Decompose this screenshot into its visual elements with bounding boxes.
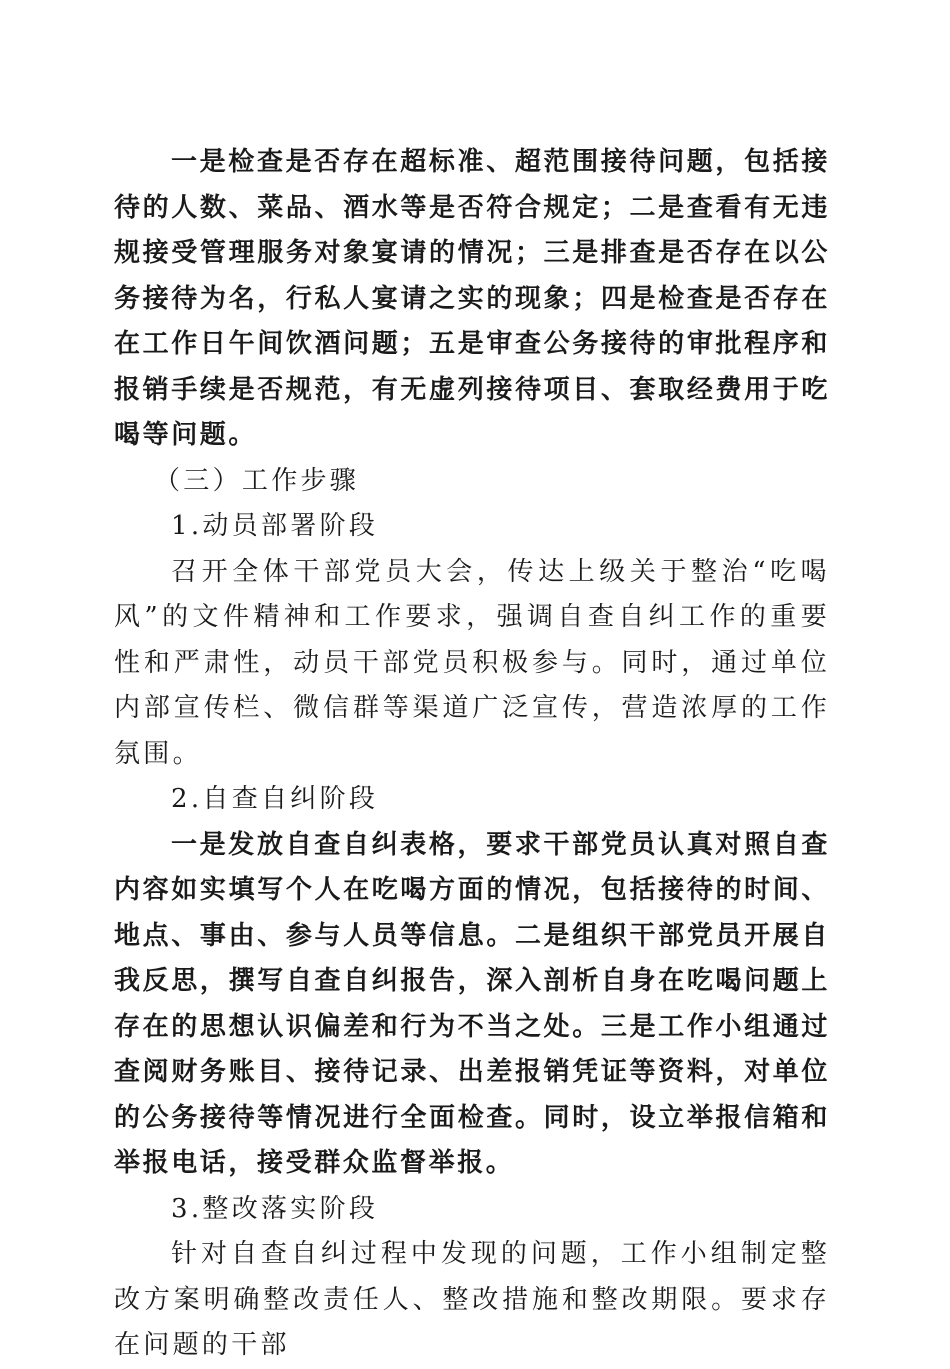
document-body xyxy=(114,140,830,1369)
paragraph-mobilization: 召开全体干部党员大会，传达上级关于整治“吃喝风”的文件精神和工作要求，强调自查自纠工作的重要性和严肃性，动员干部党员积极参与。同时，通过单位内部宣传栏、微信群等渠道广泛宣传，营造浓厚的工作氛围。 xyxy=(114,556,830,769)
paragraph-inspection-items: 一是检查是否存在超标准、超范围接待问题，包括接待的人数、菜品、酒水等是否符合规定；二是查看有无违规接受管理服务对象宴请的情况；三是排查是否存在以公务接待为名，行私人宴请之实的现象；四是检查是否存在在工作日午间饮酒问题；五是审查公务接待的审批程序和报销手续是否规范，有无虚列接待项目、套取经费用于吃喝等问题。 xyxy=(114,147,830,450)
paragraph-self-inspection: 一是发放自查自纠表格，要求干部党员认真对照自查内容如实填写个人在吃喝方面的情况，包括接待的时间、地点、事由、参与人员等信息。二是组织干部党员开展自我反思，撰写自查自纠报告，深入剖析自身在吃喝问题上存在的思想认识偏差和行为不当之处。三是工作小组通过查阅财务账目、接待记录、出差报销凭证等资料，对单位的公务接待等情况进行全面检查。同时，设立举报信箱和举报电话，接受群众监督举报。 xyxy=(114,829,830,1178)
subheading-rectification-stage: 3.整改落实阶段 xyxy=(171,1193,379,1224)
subheading-self-inspection-stage: 2.自查自纠阶段 xyxy=(171,784,379,814)
subheading-mobilization-stage: 1.动员部署阶段 xyxy=(171,511,379,541)
paragraph-rectification: 针对自查自纠过程中发现的问题，工作小组制定整改方案明确整改责任人、整改措施和整改期限。要求存在问题的干部 xyxy=(114,1239,830,1360)
section-heading-work-steps: （三）工作步骤 xyxy=(154,465,360,496)
